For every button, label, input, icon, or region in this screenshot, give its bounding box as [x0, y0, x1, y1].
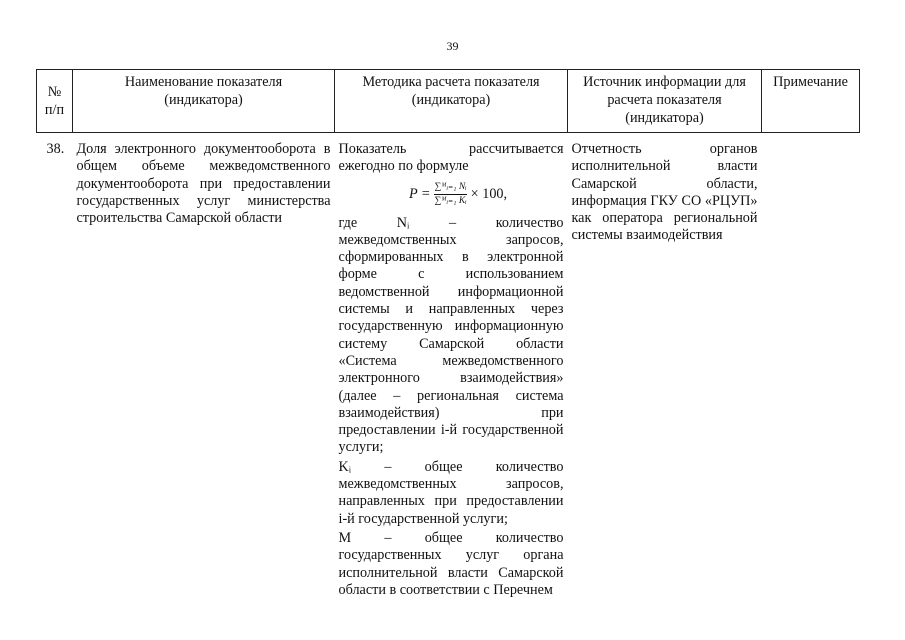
- method-n-definition: где Nᵢ – количество межведомственных запросов, сформированных в электронной форме с использованием ведомственной информационной системы и направленных через государственную информационную систему Самарской области «Система межведомственного электронного взаимодействия» (далее – региональная система взаимодействия) при предоставлении i-й государственной услуги;: [338, 214, 564, 456]
- indicator-table: [36, 69, 860, 599]
- formula-rhs: × 100,: [470, 185, 508, 202]
- formula-fraction: [434, 182, 466, 207]
- header-method: Методика расчета показателя (индикатора): [335, 70, 568, 133]
- table-header-row: [37, 70, 860, 133]
- page-number: 39: [446, 39, 459, 53]
- formula-numerator: ∑ᴹᵢ₌₁ Nᵢ: [434, 182, 467, 193]
- header-note: Примечание: [762, 70, 860, 133]
- row-num: 38.: [46, 141, 65, 157]
- row-note: [762, 133, 860, 600]
- method-m-definition: M – общее количество государственных услуг органа исполнительной власти Самарской области в соответствии с Перечнем: [338, 529, 564, 598]
- row-name: Доля электронного документооборота в общем объеме межведомственного документооборота при предоставлении государственных услуг министерства строительства Самарской области: [76, 141, 331, 227]
- header-num: № п/п: [37, 70, 73, 133]
- table-row: [37, 133, 860, 600]
- header-source: Источник информации для расчета показателя (индикатора): [568, 70, 762, 133]
- row-source: Отчетность органов исполнительной власти Самарской области, информация ГКУ СО «РЦУП» как оператора региональной системы взаимодействия: [571, 141, 758, 244]
- formula: [353, 177, 564, 213]
- header-name: Наименование показателя (индикатора): [73, 70, 335, 133]
- formula-lhs: P =: [408, 185, 431, 202]
- method-k-definition: Kᵢ – общее количество межведомственных запросов, направленных при предоставлении i-й государственной услуги;: [338, 458, 564, 527]
- row-method: [335, 133, 568, 600]
- method-intro: Показатель рассчитывается ежегодно по формуле: [338, 141, 564, 175]
- formula-denominator: ∑ᴹᵢ₌₁ Kᵢ: [434, 196, 467, 207]
